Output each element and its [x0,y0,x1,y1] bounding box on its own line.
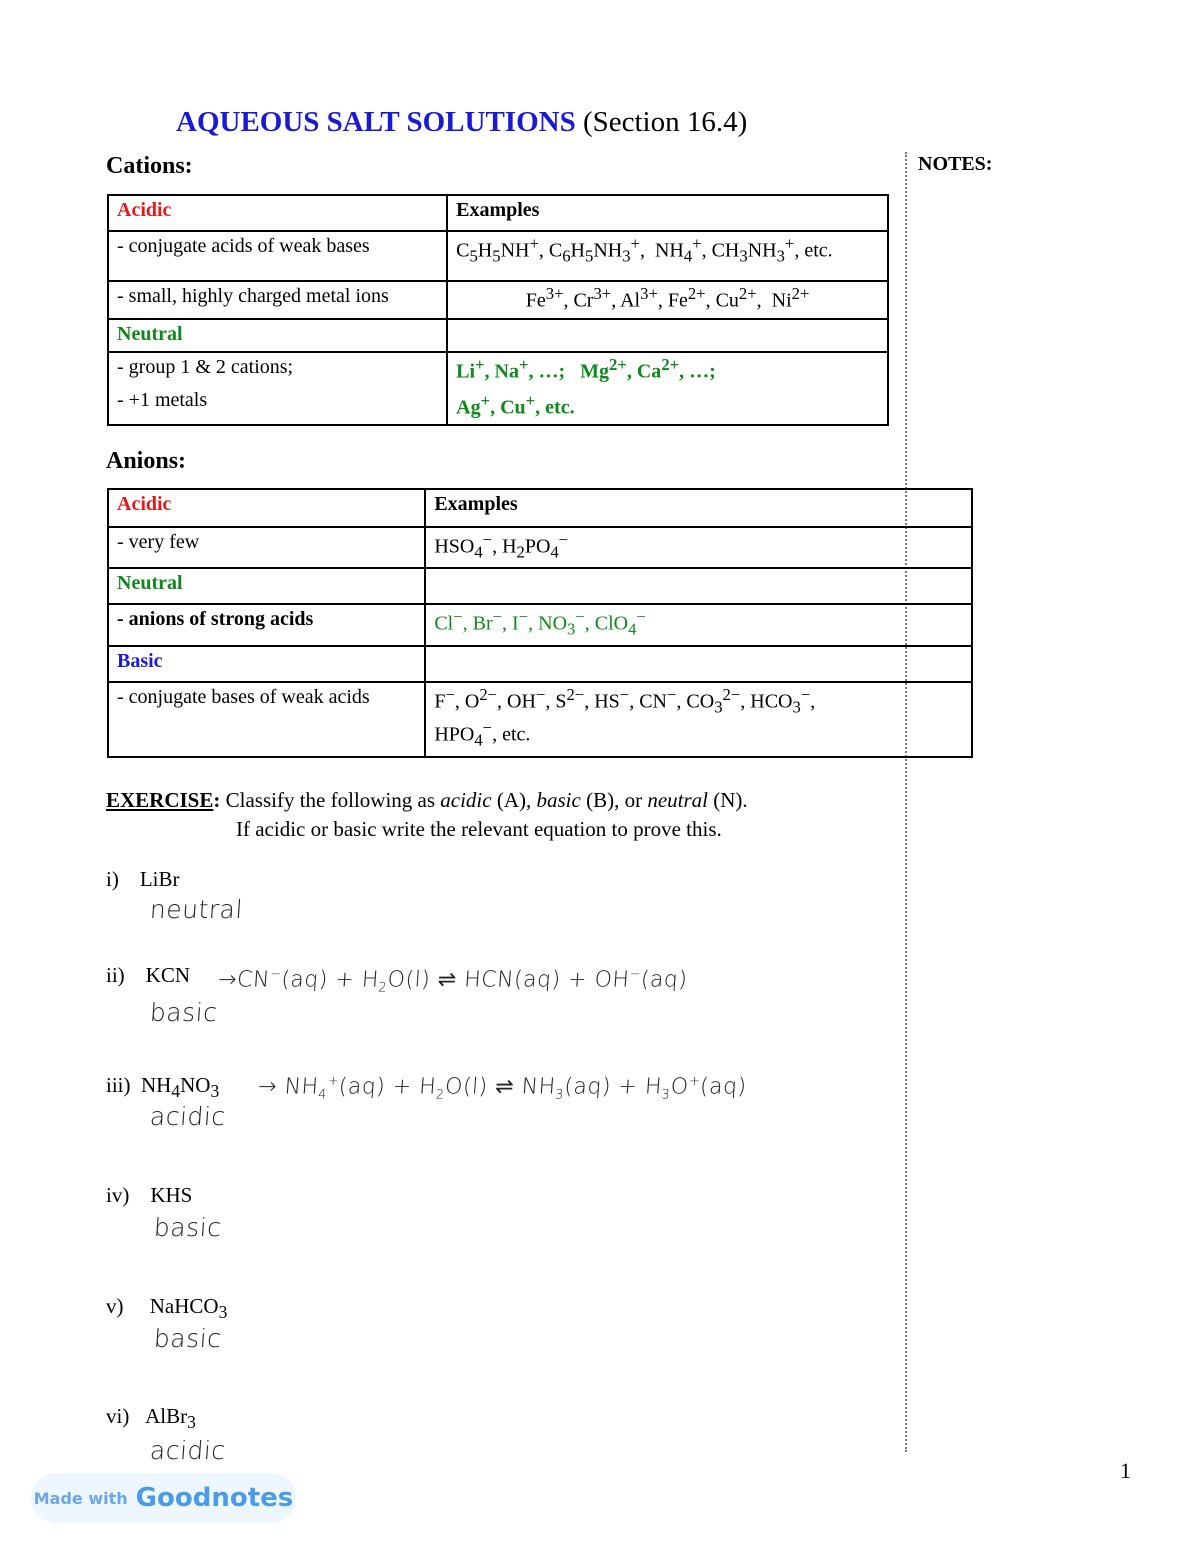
anions-acidic-label: Acidic [117,493,172,515]
item-2: ii) KCN [106,963,191,987]
exercise-label: EXERCISE [106,788,214,812]
cations-table [107,194,889,426]
anions-neutral-desc: - anions of strong acids [108,604,425,645]
item-3-equation: → $NH_4^+(aq) + H_2O(l)$ ⇌ $NH_3(aq) + H_3O^+(aq)$ [257,1074,748,1103]
item-2-answer: basic [148,998,219,1027]
title-section: (Section 16.4) [582,106,748,138]
anions-table [107,488,973,758]
cations-neutral-examples: Li+, Na+, …; $Mg^{2+}$, $Ca^{2+}$, …; Ag+, Cu+, etc. [447,352,888,425]
item-3: iii) $NH_4NO_3$ [106,1073,220,1102]
anions-basic-examples: F−, $O^{2-}$, OH−, $S^{2-}$, HS−, CN−, $CO_3^{2-}$, $HCO_3^-$, $HPO_4^-$, etc. [425,682,972,757]
item-4-answer: basic [152,1213,223,1242]
item-2-equation: $\to CN^-(aq) + H_2O(l)$ ⇌ HCN(aq) + OH−(aq) [217,967,689,996]
anions-acidic-desc: - very few [108,527,425,568]
exercise-line2: If acidic or basic write the relevant equation to prove this. [236,817,722,841]
anions-basic-desc: - conjugate bases of weak acids [108,682,425,757]
cations-row2-desc: - small, highly charged metal ions [108,281,447,319]
cations-neutral-desc-1: - group 1 & 2 cations; [117,356,294,378]
page-number: 1 [1120,1458,1131,1483]
item-6-answer: acidic [148,1436,227,1465]
anions-neutral-examples: Cl−, Br−, I−, $NO_3^-$, ClO$_4$− [425,604,972,645]
item-2-formula: KCN [145,963,191,987]
cations-row2-examples: $Fe^{3+}$, $Cr^{3+}$, $Al^{3+}$, $Fe^{2+}$, $Cu^{2+}$, $Ni^{2+}$ [447,281,888,319]
goodnotes-logo: Goodnotes [135,1483,294,1513]
item-1: i) LiBr [106,867,180,891]
item-5-answer: basic [152,1324,223,1353]
goodnotes-badge[interactable] [31,1473,296,1523]
item-4: iv) KHS [106,1183,193,1207]
exercise-instructions: EXERCISE: Classify the following as acidic (A), basic (B), or neutral (N). [106,788,748,812]
cations-heading: Cations: [106,153,193,179]
cations-row1-desc: - conjugate acids of weak bases [108,231,447,281]
cations-acidic-label: Acidic [117,199,172,221]
badge-made-with: Made with [33,1488,128,1508]
anions-basic-label: Basic [117,649,163,672]
item-3-answer: acidic [148,1102,227,1131]
item-1-formula: LiBr [139,867,180,891]
item-5: v) NaHCO$_3$ [106,1294,228,1323]
cations-examples-label: Examples [456,199,540,221]
anions-neutral-label: Neutral [117,572,183,595]
notes-label: NOTES: [918,153,993,175]
notes-divider [905,152,907,1452]
anions-acidic-examples: $HSO_4^-$, $H_2PO_4^-$ [425,527,972,568]
title-main: AQUEOUS SALT SOLUTIONS [176,106,576,138]
cations-row1-examples: $C_5H_5NH^+$, $C_6H_5NH_3^+$, $NH_4^+$, $CH_3NH_3^+$, etc. [447,231,888,281]
cations-neutral-desc-2: - +1 metals [117,389,208,411]
page-title [176,106,747,139]
item-4-formula: KHS [150,1183,193,1207]
anions-examples-label: Examples [434,493,518,515]
item-1-answer: neutral [148,895,244,924]
cations-neutral-desc [108,352,447,425]
anions-heading: Anions: [106,448,187,474]
item-6: vi) AlBr$_3$ [106,1404,196,1433]
cations-neutral-label: Neutral [117,323,183,345]
